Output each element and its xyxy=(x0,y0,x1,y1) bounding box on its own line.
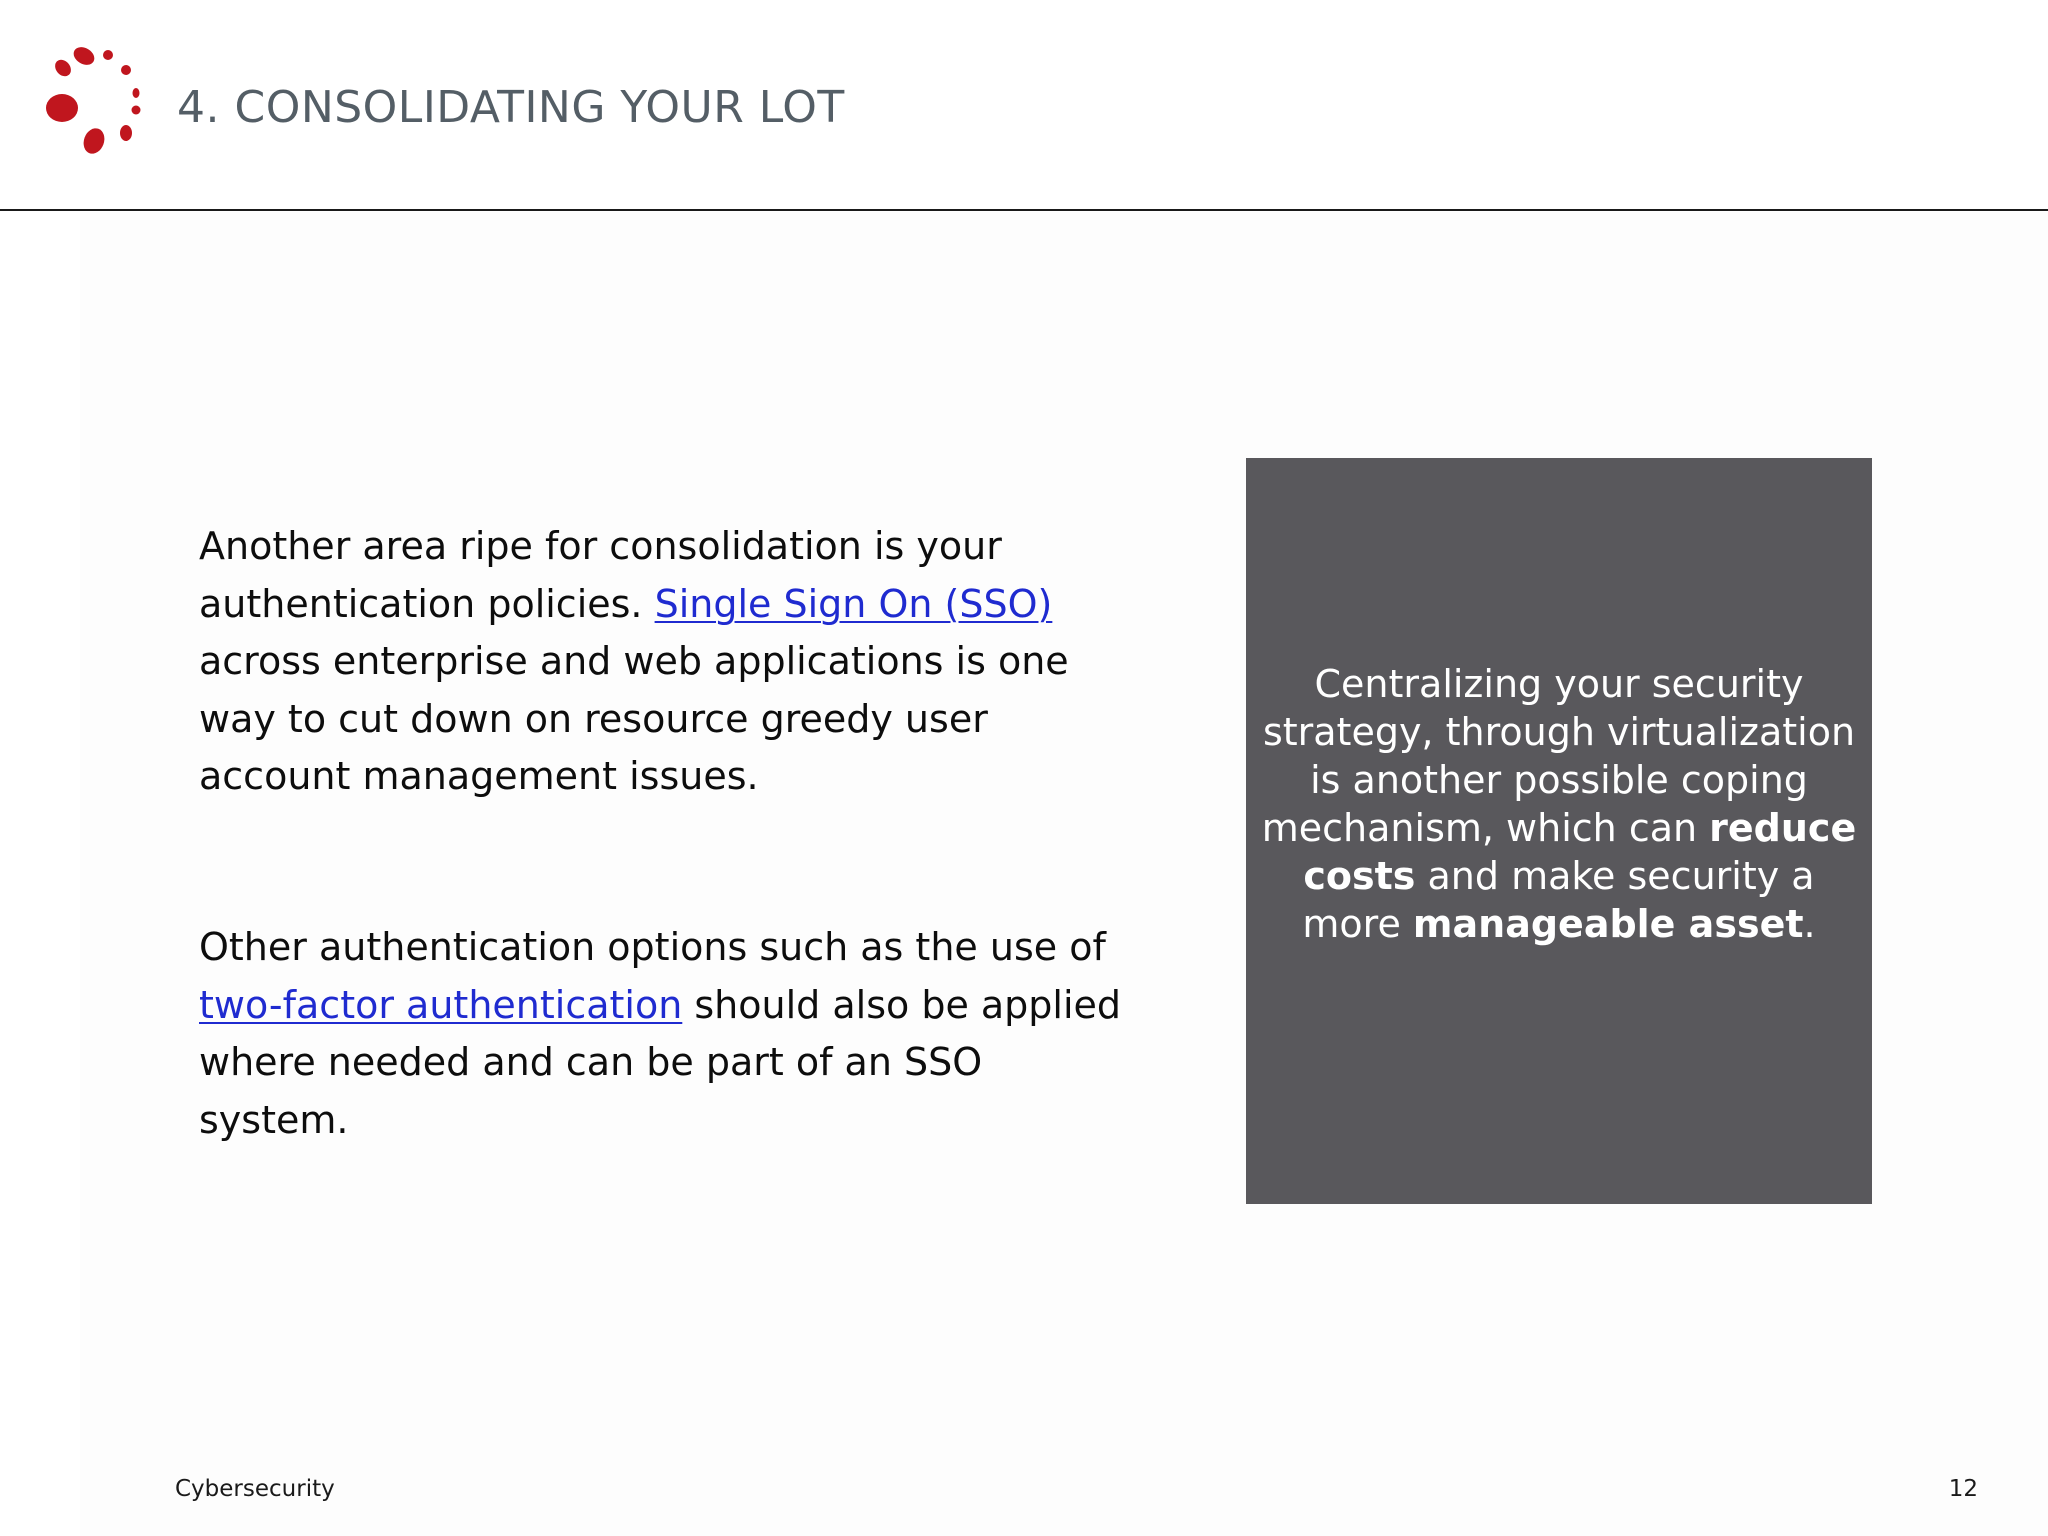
callout-text-part: . xyxy=(1803,902,1816,946)
callout-box xyxy=(1246,458,1872,1204)
paragraph-two-factor xyxy=(199,919,1139,1149)
callout-text-part: Centralizing your security strategy, through virtualization is another possible coping mechanism, which can xyxy=(1261,662,1856,850)
logo-icon xyxy=(40,36,150,166)
page-title: 4. CONSOLIDATING YOUR LOT xyxy=(177,82,845,133)
callout-emphasis-manageable-asset: manageable asset xyxy=(1412,902,1804,946)
paragraph-text: Another area ripe for consolidation is your authentication policies. xyxy=(199,524,1002,626)
two-factor-link[interactable]: two-factor authentication xyxy=(199,982,683,1027)
paragraph-text: Other authentication options such as the use of xyxy=(199,925,1106,969)
paragraph-sso xyxy=(199,518,1139,806)
paragraph-text: should also be applied where needed and can be part of an SSO system. xyxy=(199,982,1122,1142)
page-number: 12 xyxy=(1948,1476,1978,1502)
callout-emphasis-reduce-costs: reduce costs xyxy=(1303,806,1857,898)
sso-link[interactable]: Single Sign On (SSO) xyxy=(654,581,1053,626)
header-divider xyxy=(0,209,2048,211)
callout-text xyxy=(1260,660,1858,948)
callout-text-part: and make security a more xyxy=(1302,854,1815,946)
paragraph-text: across enterprise and web applications is one way to cut down on resource greedy user account management issues. xyxy=(199,639,1069,798)
footer-label: Cybersecurity xyxy=(175,1476,335,1502)
